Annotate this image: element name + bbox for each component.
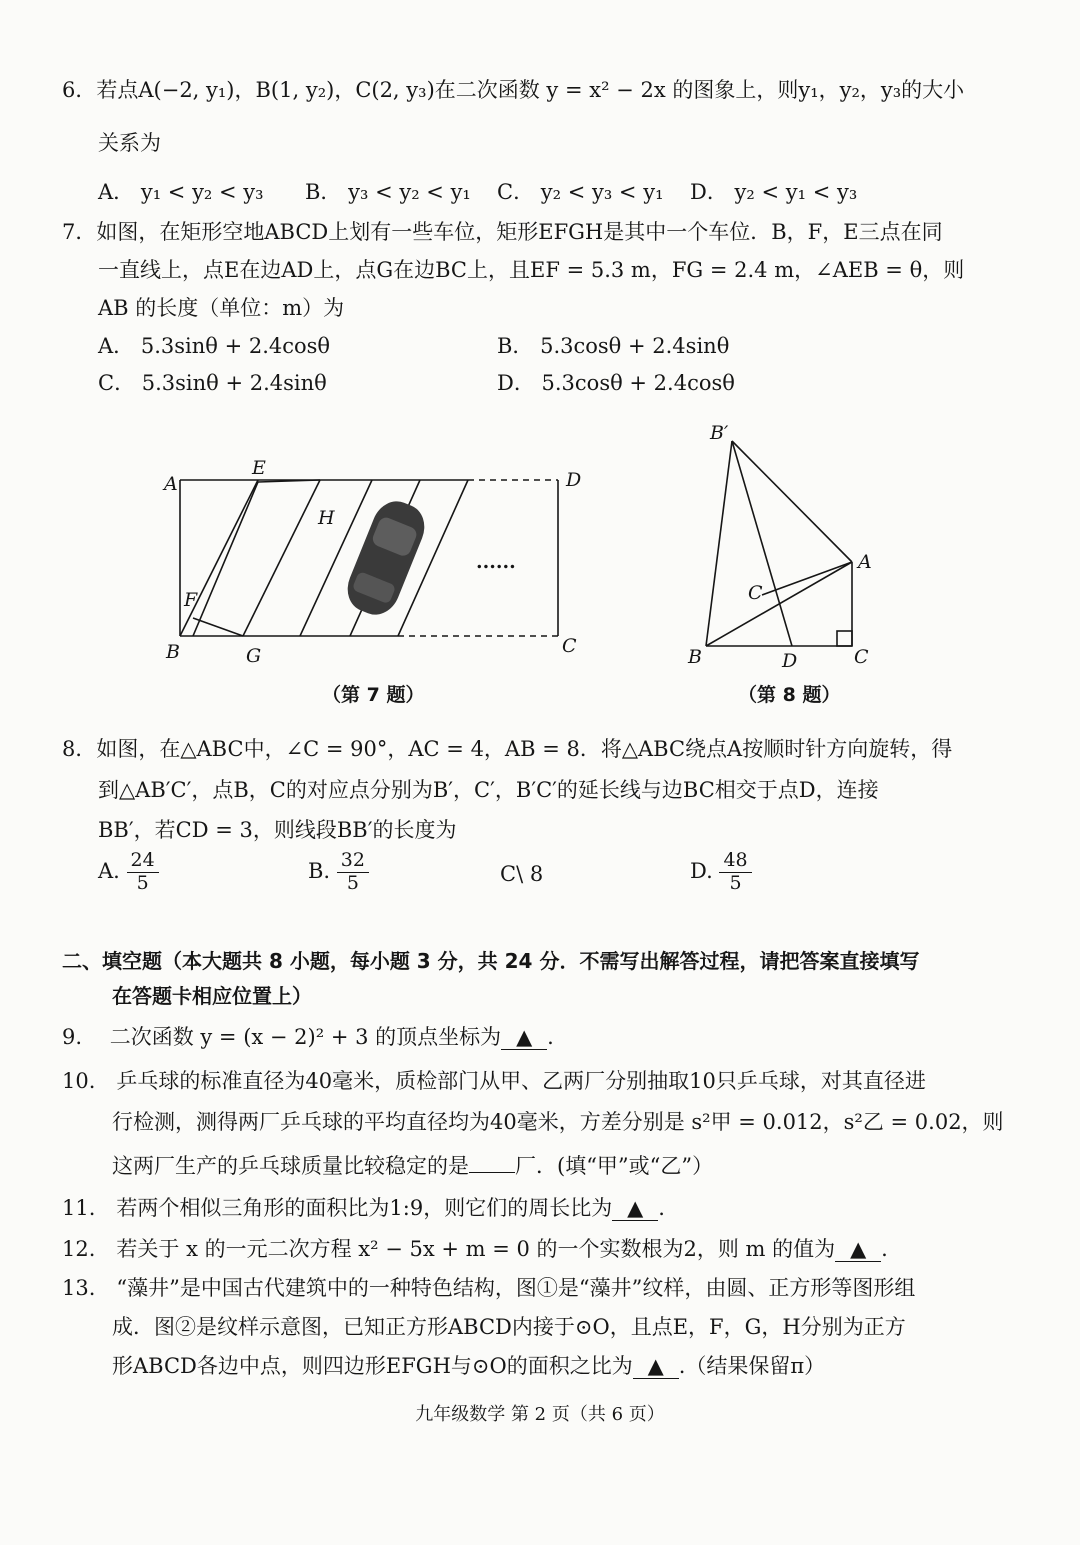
fig7-label-f: F [184, 589, 198, 611]
fig7-label-e: E [252, 457, 266, 479]
q6-option-b: B． y₃ < y₂ < y₁ [305, 180, 471, 204]
q6-option-d: D． y₂ < y₁ < y₃ [690, 180, 858, 204]
figure-8-caption: （第 8 题） [738, 684, 841, 706]
fig7-label-b: B [166, 641, 180, 663]
q6-option-c: C． y₂ < y₃ < y₁ [497, 180, 664, 204]
page-footer: 九年级数学 第 2 页（共 6 页） [415, 1404, 665, 1425]
q8-option-c: C\ 8 [500, 862, 544, 886]
q6-line2: 关系为 [98, 131, 161, 155]
q9-answer-blank[interactable]: ▲ [501, 1025, 547, 1050]
q8-option-d: D. $\frac{48}{5}$ [690, 850, 752, 895]
q12: 12. 若关于 x 的一元二次方程 x² − 5x + m = 0 的一个实数根为2，则 m 的值为 ▲ . [62, 1237, 888, 1261]
fig7-label-c: C [562, 635, 577, 657]
fig7-label-h: H [318, 507, 335, 529]
q7-line2: 一直线上，点E在边AD上，点G在边BC上，且EF = 5.3 m，FG = 2.4 m，∠AEB = θ，则 [98, 258, 965, 282]
q8-option-b: B. $\frac{32}{5}$ [308, 850, 369, 895]
q8-line2: 到△AB′C′，点B，C的对应点分别为B′，C′，B′C′的延长线与边BC相交于点D，连接 [98, 778, 879, 802]
q8-line3: BB′，若CD = 3，则线段BB′的长度为 [98, 818, 457, 842]
q11-answer-blank[interactable]: ▲ [612, 1196, 658, 1221]
q8-option-b-fraction: $\frac{32}{5}$ [337, 850, 369, 895]
fig8-label-b-prime: B′ [710, 422, 729, 444]
q10-line3: 这两厂生产的乒乓球质量比较稳定的是 厂．(填“甲”或“乙”） [112, 1154, 714, 1178]
figure-7-caption: （第 7 题） [322, 684, 425, 706]
q7-option-a: A． 5.3sinθ + 2.4cosθ [98, 334, 331, 358]
fig7-label-d: D [566, 469, 582, 491]
fig8-label-a: A [858, 551, 872, 573]
q7-line1: 7．如图，在矩形空地ABCD上划有一些车位，矩形EFGH是其中一个车位．B，F，E三点在同 [62, 220, 943, 244]
fig7-label-a: A [164, 473, 178, 495]
q13-line2: 成．图②是纹样示意图，已知正方形ABCD内接于⊙O，且点E，F，G，H分别为正方 [112, 1315, 906, 1339]
q11: 11. 若两个相似三角形的面积比为1:9，则它们的周长比为 ▲ . [62, 1196, 665, 1220]
fig8-label-c: C [854, 646, 869, 668]
q8-option-d-fraction: $\frac{48}{5}$ [719, 850, 751, 895]
q13-line1: 13. “藻井”是中国古代建筑中的一种特色结构，图①是“藻井”纹样，由圆、正方形等图形组 [62, 1276, 916, 1300]
fig7-ellipsis: ...... [476, 551, 516, 573]
q7-line3: AB 的长度（单位：m）为 [98, 296, 345, 320]
q9: 9. 二次函数 y = (x − 2)² + 3 的顶点坐标为 ▲ . [62, 1025, 554, 1049]
q10-line1: 10. 乒乓球的标准直径为40毫米，质检部门从甲、乙两厂分别抽取10只乒乓球，对其直径进 [62, 1069, 926, 1093]
q7-option-b: B． 5.3cosθ + 2.4sinθ [497, 334, 730, 358]
section-2-heading-cont: 在答题卡相应位置上） [112, 984, 312, 1008]
section-2-heading: 二、填空题（本大题共 8 小题，每小题 3 分，共 24 分．不需写出解答过程，请把答案直接填写 [62, 949, 920, 973]
car-icon [340, 494, 432, 621]
q13-answer-blank[interactable]: ▲ [633, 1354, 679, 1379]
fig8-label-b: B [688, 646, 702, 668]
figure-7-parking-diagram [150, 440, 610, 680]
q8-option-a: A. $\frac{24}{5}$ [98, 850, 159, 895]
q12-answer-blank[interactable]: ▲ [835, 1237, 881, 1262]
q10-answer-blank[interactable] [469, 1172, 515, 1173]
fig7-label-g: G [246, 645, 262, 667]
q13-line3: 形ABCD各边中点，则四边形EFGH与⊙O的面积之比为 ▲ .（结果保留π） [112, 1354, 826, 1378]
q10-line2: 行检测，测得两厂乒乓球的平均直径均为40毫米，方差分别是 s²甲 = 0.012，s²乙 = 0.02，则 [112, 1110, 1004, 1134]
q8-line1: 8．如图，在△ABC中，∠C = 90°，AC = 4，AB = 8．将△ABC绕点A按顺时针方向旋转，得 [62, 737, 953, 761]
q6-line1: 6．若点A(−2, y₁)，B(1, y₂)，C(2, y₃)在二次函数 y = x² − 2x 的图象上，则y₁，y₂，y₃的大小 [62, 78, 965, 102]
fig8-label-c-prime: C [748, 582, 763, 604]
figure-8-triangle-diagram [680, 415, 900, 675]
fig8-label-d: D [782, 650, 798, 672]
q7-option-d: D． 5.3cosθ + 2.4cosθ [497, 371, 735, 395]
q7-option-c: C． 5.3sinθ + 2.4sinθ [98, 371, 327, 395]
q6-option-a: A． y₁ < y₂ < y₃ [98, 180, 264, 204]
q8-option-a-fraction: $\frac{24}{5}$ [127, 850, 159, 895]
